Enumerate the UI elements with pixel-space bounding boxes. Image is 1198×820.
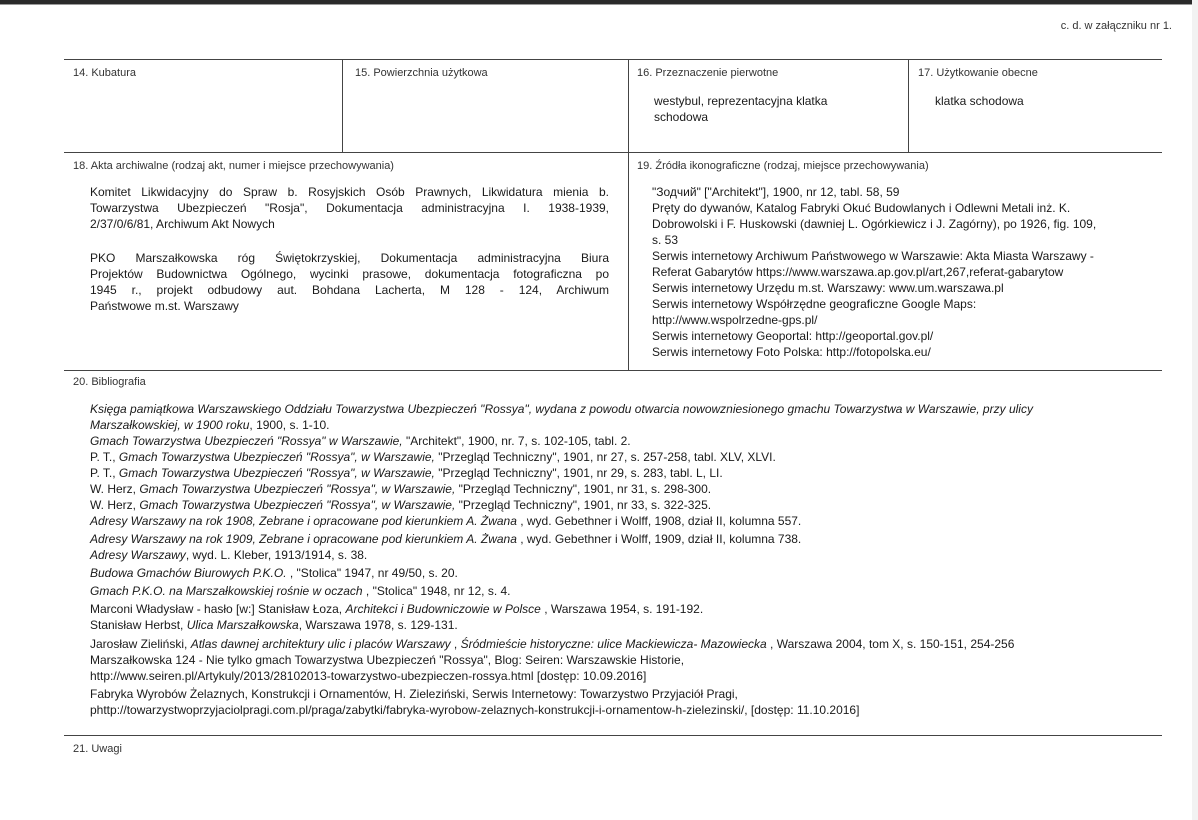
table-border-top [64,59,1162,60]
field-19-value [652,184,1162,360]
row-divider-1 [64,152,1162,153]
field-20-bibliografia-label: 20. Bibliografia [73,376,146,388]
field-19-line: Referat Gabarytów https://www.warszawa.ap.gov.pl/art,267,referat-gabarytow [652,265,1064,279]
field-18-paragraph-2 [90,250,609,314]
bibliography-entry [90,565,1150,581]
bibliography-entry [90,702,1150,718]
field-16-line: schodowa [654,110,709,124]
scan-right-edge [1192,0,1198,820]
field-19-zrodla-label: 19. Źródła ikonograficzne (rodzaj, miejsce przechowywania) [637,160,929,172]
bibliography-entry [90,617,1150,633]
bibliography-entry-title: Gmach Towarzystwa Ubezpieczeń "Rossya" w Warszawie, [90,434,403,448]
bibliography-entry-title: Gmach Towarzystwa Ubezpieczeń "Rossya", w Warszawie, [139,482,456,496]
bibliography-entry-details: "Przegląd Techniczny", 1901, nr 27, s. 257-258, tabl. XLV, XLVI. [434,450,776,464]
field-19-line: Serwis internetowy Foto Polska: http://fotopolska.eu/ [652,345,931,359]
field-19-line: Serwis internetowy Geoportal: http://geoportal.gov.pl/ [652,329,934,343]
bibliography-entry [90,465,1150,481]
bibliography-entry-prefix: W. Herz, [90,482,140,496]
row-divider-2 [64,370,1162,371]
bibliography-entry [90,433,1150,449]
scan-top-edge-shadow [0,4,1198,5]
field-18-p1-line: 2/37/0/6/81, Archiwum Akt Nowych [90,217,275,231]
field-15-powierzchnia-label: 15. Powierzchnia użytkowa [355,67,488,79]
field-19-line: "Зодчий" ["Architekt"], 1900, nr 12, tabl. 58, 59 [652,185,900,199]
bibliography-list [90,401,1150,718]
bibliography-entry [90,652,1150,668]
bibliography-entry [90,497,1150,513]
bibliography-entry-prefix: P. T., [90,450,119,464]
bibliography-entry-details: , Śródmieście historyczne: ulice Mackiewicza- Mazowiecka , Warszawa 2004, tom X, s. 150-151, 254-256 [450,637,1015,651]
bibliography-entry-title: Architekci i Budowniczowie w Polsce [345,602,541,616]
bibliography-entry-prefix: Jarosław Zieliński, [90,637,191,651]
field-19-line: Serwis internetowy Archiwum Państwowego w Warszawie: Akta Miasta Warszawy - [652,249,1094,263]
bibliography-entry [90,601,1150,617]
bibliography-entry-prefix: P. T., [90,466,119,480]
field-18-akta-label: 18. Akta archiwalne (rodzaj akt, numer i miejsce przechowywania) [73,160,394,172]
bibliography-entry-details: "Przegląd Techniczny", 1901, nr 33, s. 322-325. [455,498,712,512]
field-19-line: s. 53 [652,233,679,247]
field-19-line: http://www.wspolrzedne-gps.pl/ [652,313,818,327]
field-17-value [935,93,1155,109]
bibliography-entry-details: , 1900, s. 1-10. [249,418,330,432]
bibliography-entry [90,636,1150,652]
field-16-line: westybul, reprezentacyjna klatka [654,94,828,108]
bibliography-entry-details: "Przegląd Techniczny", 1901, nr 29, s. 283, tabl. L, LI. [434,466,723,480]
field-18-p2-line: Państwowe m.st. Warszawy [90,299,239,313]
bibliography-entry [90,668,1150,684]
field-16-przeznaczenie-label: 16. Przeznaczenie pierwotne [637,67,779,79]
bibliography-entry-details: "Przegląd Techniczny", 1901, nr 31, s. 298-300. [455,482,712,496]
field-14-kubatura-label: 14. Kubatura [73,67,136,79]
bibliography-entry-details: , "Stolica" 1947, nr 49/50, s. 20. [286,566,458,580]
bibliography-entry-title: Gmach Towarzystwa Ubezpieczeń "Rossya", w Warszawie, [118,450,435,464]
bibliography-entry-title: Gmach Towarzystwa Ubezpieczeń "Rossya", w Warszawie, [139,498,456,512]
bibliography-entry-title: Ulica Marszałkowska [186,618,299,632]
bibliography-entry-title: Adresy Warszawy na rok 1909, Zebrane i opracowane pod kierunkiem A. Żwana [90,532,517,546]
bibliography-entry-title: Atlas dawnej architektury ulic i placów Warszawy [190,637,451,651]
field-19-line: Serwis internetowy Urzędu m.st. Warszawy: www.um.warszawa.pl [652,281,1004,295]
field-18-paragraph-1 [90,184,609,232]
bibliography-entry-details: , wyd. Gebethner i Wolff, 1909, dział II, kolumna 738. [516,532,802,546]
field-17-line: klatka schodowa [935,94,1024,108]
bibliography-entry-title: Marszałkowskiej, w 1900 roku [90,418,250,432]
bibliography-entry-prefix: W. Herz, [90,498,140,512]
field-18-p2-line: PKO Marszałkowska róg Świętokrzyskiej, Dokumentacja administracyjna Biura [90,251,609,265]
field-18-p1-line: Towarzystwa Ubezpieczeń "Rosja", Dokumentacja administracyjna I. 1938-1939, [90,201,609,215]
bibliography-entry-prefix: Stanisław Herbst, [90,618,187,632]
bibliography-entry-prefix: Fabryka Wyrobów Żelaznych, Konstrukcji i Ornamentów, H. Zieleziński, Serwis Internetowy: Towarzystwo Przyjaciół Pragi, [90,687,738,701]
bibliography-entry-title: Adresy Warszawy [90,548,186,562]
bibliography-entry-prefix: Marconi Władysław - hasło [w:] Stanisław Łoza, [90,602,346,616]
bibliography-entry-title: Gmach Towarzystwa Ubezpieczeń "Rossya", w Warszawie, [118,466,435,480]
col-divider-14-15 [342,59,343,153]
bibliography-entry [90,417,1150,433]
bibliography-entry [90,547,1150,563]
bibliography-entry-title: Księga pamiątkowa Warszawskiego Oddziału Towarzystwa Ubezpieczeń "Rossya", wydana z powodu otwarcia nowowzniesionego gmachu Towarzystwa w Warszawie, przy ulicy [90,402,1033,416]
col-divider-16-17 [908,59,909,153]
field-18-p2-line: 1945 r., projekt odbudowy aut. Bohdana Lacherta, M 128 - 124, Archiwum [90,283,609,297]
bibliography-entry [90,449,1150,465]
bibliography-entry-details: , Warszawa 1954, s. 191-192. [540,602,704,616]
bibliography-entry-details: , wyd. L. Kleber, 1913/1914, s. 38. [185,548,368,562]
field-19-line: Serwis internetowy Współrzędne geograficzne Google Maps: [652,297,977,311]
bibliography-entry [90,531,1150,547]
bibliography-entry [90,401,1150,417]
field-21-uwagi-label: 21. Uwagi [73,743,122,755]
field-19-line: Dobrowolski i F. Huskowski (dawniej L. Ogórkiewicz i J. Zagórny), po 1926, fig. 109, [652,217,1097,231]
bibliography-entry-details: , "Stolica" 1948, nr 12, s. 4. [362,584,511,598]
field-17-uzytkowanie-label: 17. Użytkowanie obecne [918,67,1038,79]
col-divider-15-16 [628,59,629,371]
bibliography-entry [90,583,1150,599]
field-18-p2-line: Projektów Budownictwa Ogólnego, wycinki prasowe, dokumentacja fotograficzna po [90,267,609,281]
bibliography-entry-prefix: Marszałkowska 124 - Nie tylko gmach Towarzystwa Ubezpieczeń "Rossya", Blog: Seiren: Warszawskie Historie, [90,653,685,667]
bibliography-entry-title: Adresy Warszawy na rok 1908, Zebrane i opracowane pod kierunkiem A. Żwana [90,514,517,528]
bibliography-entry-details: , wyd. Gebethner i Wolff, 1908, dział II, kolumna 557. [516,514,802,528]
bibliography-entry [90,481,1150,497]
annex-note: c. d. w załączniku nr 1. [1060,20,1172,32]
bibliography-entry-details: , Warszawa 1978, s. 129-131. [298,618,458,632]
bibliography-entry [90,686,1150,702]
bibliography-entry-prefix: http://www.seiren.pl/Artykuly/2013/28102013-towarzystwo-ubezpieczen-rossya.html [dostęp: 10.09.2016] [90,669,647,683]
field-18-p1-line: Komitet Likwidacyjny do Spraw b. Rosyjskich Osób Prawnych, Likwidatura mienia b. [90,185,609,199]
bibliography-entry-prefix: phttp://towarzystwoprzyjaciolpragi.com.pl/praga/zabytki/fabryka-wyrobow-zelaznych-konstrukcji-i-ornamentow-h-zielezinski/, [dostęp: 11.10.2016] [90,703,860,717]
bibliography-entry-details: "Architekt", 1900, nr. 7, s. 102-105, tabl. 2. [402,434,631,448]
field-19-line: Pręty do dywanów, Katalog Fabryki Okuć Budowlanych i Odlewni Metali inż. K. [652,201,1071,215]
bibliography-entry-title: Budowa Gmachów Biurowych P.K.O. [90,566,287,580]
field-16-value [654,93,894,125]
bibliography-entry [90,513,1150,529]
bibliography-entry-title: Gmach P.K.O. na Marszałkowskiej rośnie w oczach [90,584,363,598]
row-divider-3 [64,735,1162,736]
